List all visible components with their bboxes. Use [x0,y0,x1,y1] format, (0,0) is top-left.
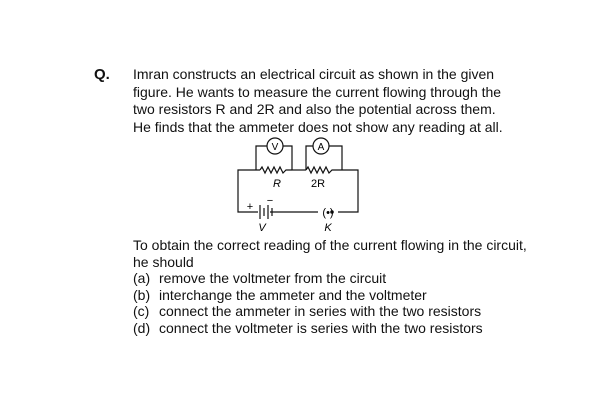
ammeter-wire [329,146,342,170]
option-a [133,270,483,287]
circuit-wire [338,170,358,212]
prompt-line: he should [133,253,194,270]
question-line: Imran constructs an electrical circuit as shown in the given [133,66,495,82]
option-d [133,320,483,337]
circuit-diagram [220,134,370,234]
question-line: two resistors R and 2R and also the potential across them. [133,101,496,117]
question-prompt [133,237,533,270]
option-label: (d) [133,320,151,337]
question-text [133,66,523,136]
battery-label: V [258,222,266,234]
key-symbol: (•) [322,207,334,219]
resistor-2r [306,167,352,173]
resistor-r-label: R [273,178,281,190]
question-line: He finds that the ammeter does not show any reading at all. [133,118,503,135]
question-label: Q. [94,66,110,83]
option-text: interchange the ammeter and the voltmeter [159,286,427,303]
ammeter-label: A [317,142,325,153]
option-b [133,287,483,304]
voltmeter-wire [283,146,292,170]
prompt-line: To obtain the correct reading of the current flowing in the circuit, [133,237,527,253]
question-line: figure. He wants to measure the current flowing through the [133,83,502,100]
option-text: connect the ammeter in series with the two resistors [159,303,482,320]
voltmeter-wire [256,146,267,170]
answer-options [133,270,483,337]
option-label: (c) [133,303,150,320]
resistor-r [260,167,292,173]
option-label: (b) [133,286,151,303]
voltmeter-label: V [271,142,279,153]
battery-plus-sign: + [246,201,254,213]
key-label: K [324,222,332,234]
option-label: (a) [133,270,151,286]
resistor-2r-label: 2R [310,178,326,190]
battery-minus-sign: − [266,195,274,207]
ammeter-wire [306,146,313,170]
option-c [133,303,483,320]
option-text: remove the voltmeter from the circuit [159,270,387,286]
option-text: connect the voltmeter is series with the two resistors [159,320,483,337]
